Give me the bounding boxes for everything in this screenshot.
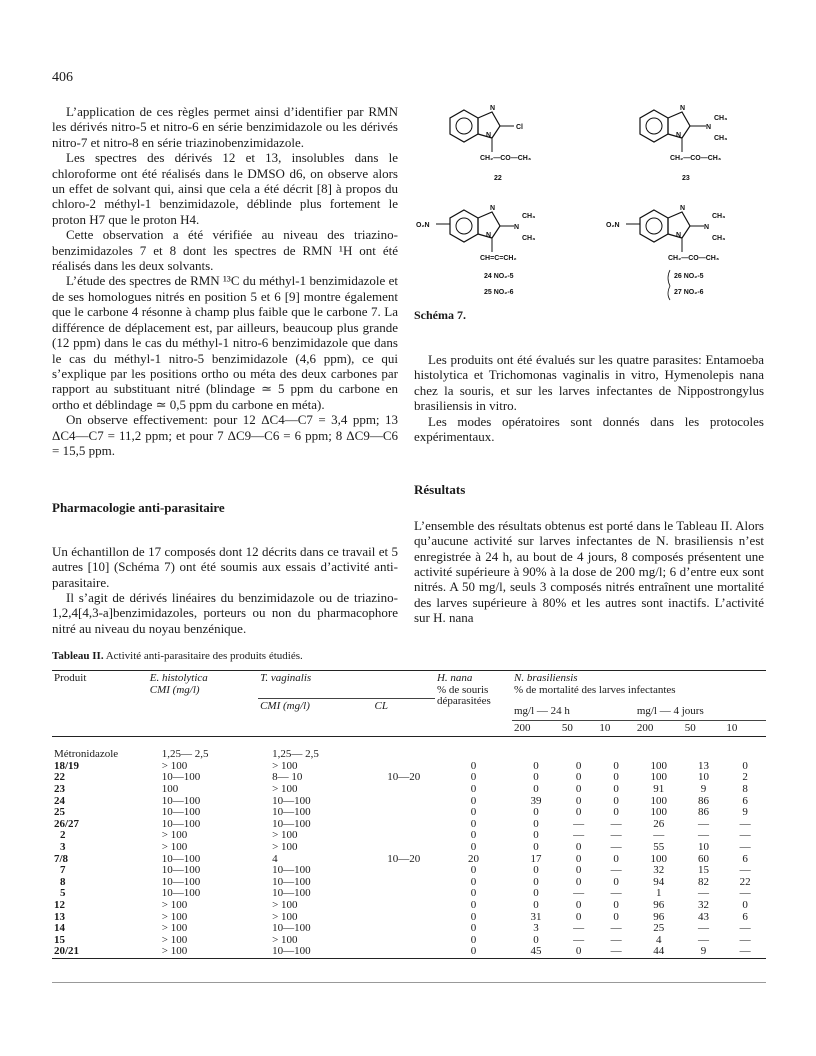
n-atom-label: N xyxy=(676,232,682,239)
table-cell: > 100 xyxy=(161,841,188,854)
table-cell: 0 xyxy=(613,910,619,923)
table-cell-product: 26/27 xyxy=(54,817,80,830)
table-cell: — xyxy=(739,841,751,854)
table-cell: — xyxy=(610,864,622,877)
table-cell: > 100 xyxy=(161,922,188,935)
table-cell: 10—100 xyxy=(161,887,201,900)
table-cell-product: 23 xyxy=(54,783,65,796)
compound-23-label: 23 xyxy=(682,175,690,182)
table-cell: 0 xyxy=(470,806,477,819)
table-cell: 94 xyxy=(653,875,665,888)
table-cell: 10—100 xyxy=(272,945,311,958)
table-cell: 10 xyxy=(698,841,709,854)
table-cell: 0 xyxy=(613,899,619,911)
table-cell: 0 xyxy=(533,817,539,830)
table-caption-label: Tableau II. xyxy=(52,650,104,662)
table-cell xyxy=(724,737,766,761)
compound-25-label: 25 NO₂-6 xyxy=(484,289,514,296)
header-dose: 50 xyxy=(561,721,573,734)
table-ii xyxy=(52,650,766,959)
table-cell: 4 xyxy=(656,933,662,946)
table-cell: 25 xyxy=(653,922,665,935)
table-cell: 0 xyxy=(742,759,748,772)
table-cell: 96 xyxy=(653,910,665,923)
table-cell xyxy=(512,737,560,761)
table-cell: 0 xyxy=(470,887,477,900)
results-table xyxy=(52,670,766,959)
header-tv-cl: CL xyxy=(374,699,389,712)
table-cell: 10—100 xyxy=(272,806,311,819)
paragraph: Les modes opératoires sont donnés dans les protocoles expérimentaux. xyxy=(414,413,764,445)
table-cell: 10—100 xyxy=(161,864,201,877)
table-cell: 86 xyxy=(698,806,709,819)
ch3-label: CH₃ xyxy=(712,235,726,242)
page-number: 406 xyxy=(52,70,73,85)
section-title-pharmacologie: Pharmacologie anti-parasitaire xyxy=(52,500,225,516)
table-cell: 0 xyxy=(575,759,582,772)
table-cell: — xyxy=(573,817,585,830)
substituent-22: CH₂—CO—CH₃ xyxy=(480,155,532,162)
table-cell: 100 xyxy=(161,783,179,796)
table-cell: > 100 xyxy=(272,933,298,946)
n-atom-label: N xyxy=(676,132,682,139)
left-column xyxy=(52,104,398,636)
table-cell xyxy=(373,946,435,958)
table-cell: 0 xyxy=(575,783,582,796)
table-cell: 15 xyxy=(698,864,709,877)
right-column xyxy=(414,352,764,626)
table-cell: > 100 xyxy=(272,841,298,854)
n-atom-label: N xyxy=(514,224,520,231)
no2-label: O₂N xyxy=(606,222,620,229)
substituent-26: CH₂—CO—CH₃ xyxy=(668,255,720,262)
header-n-brasiliensis: N. brasiliensis % de mortalité des larves infectantes xyxy=(514,672,676,696)
table-cell: — xyxy=(610,829,622,842)
structure-23 xyxy=(640,105,727,182)
table-cell: 0 xyxy=(533,829,539,842)
table-cell: 0 xyxy=(470,899,477,911)
table-cell: > 100 xyxy=(161,945,188,958)
table-cell: 0 xyxy=(613,794,619,807)
table-cell: > 100 xyxy=(272,759,298,772)
table-cell: 91 xyxy=(653,783,665,796)
table-caption-text: Activité anti-parasitaire des produits étudiés. xyxy=(105,650,303,662)
table-cell-product: 3 xyxy=(60,841,66,854)
table-cell: 100 xyxy=(650,794,667,807)
compound-24-label: 24 NO₂-5 xyxy=(484,273,514,280)
no2-label: O₂N xyxy=(416,222,430,229)
table-cell: > 100 xyxy=(161,829,188,842)
table-cell: — xyxy=(698,817,709,830)
table-cell xyxy=(373,888,435,900)
header-eh-sub: CMI (mg/l) xyxy=(149,683,200,696)
table-cell: — xyxy=(739,817,751,830)
table-cell: — xyxy=(653,829,665,842)
table-cell: 0 xyxy=(613,771,619,784)
substituent-23: CH₂—CO—CH₃ xyxy=(670,155,722,162)
table-cell: — xyxy=(739,887,751,900)
table-cell-product: 13 xyxy=(54,910,65,923)
table-cell: 10—100 xyxy=(272,887,311,900)
table-cell: 8 xyxy=(742,783,748,796)
table-cell: 0 xyxy=(575,806,582,819)
table-cell: — xyxy=(698,933,709,946)
table-cell: 20 xyxy=(467,852,479,865)
structure-24-25 xyxy=(416,205,535,296)
table-cell: 0 xyxy=(533,783,539,796)
table-cell: > 100 xyxy=(272,899,298,911)
table-cell: — xyxy=(739,864,751,877)
table-cell-product: 5 xyxy=(60,887,66,900)
table-cell: — xyxy=(573,887,585,900)
bottom-rule xyxy=(52,982,766,983)
table-cell: 0 xyxy=(533,875,539,888)
table-cell: 0 xyxy=(533,864,539,877)
table-cell: 39 xyxy=(530,794,542,807)
table-cell: 0 xyxy=(470,933,477,946)
cl-label: Cl xyxy=(516,124,523,131)
table-cell: 0 xyxy=(575,852,582,865)
table-cell: — xyxy=(573,829,585,842)
table-cell xyxy=(373,923,435,935)
table-cell xyxy=(560,737,597,761)
table-cell: 31 xyxy=(530,910,542,923)
structure-22 xyxy=(450,105,531,182)
table-cell: — xyxy=(698,922,709,935)
header-produit: Produit xyxy=(54,672,87,684)
table-cell: 0 xyxy=(613,806,619,819)
table-row xyxy=(52,737,766,761)
table-cell: 10—100 xyxy=(161,875,201,888)
table-cell: 0 xyxy=(470,817,477,830)
table-cell xyxy=(373,842,435,854)
table-cell xyxy=(373,865,435,877)
table-cell xyxy=(597,737,634,761)
table-cell: 13 xyxy=(698,759,709,772)
table-cell xyxy=(373,819,435,831)
table-cell: — xyxy=(739,922,751,935)
table-cell: — xyxy=(610,817,622,830)
table-cell: 1 xyxy=(656,887,662,900)
ch3-label: CH₃ xyxy=(522,213,536,220)
n-atom-label: N xyxy=(486,132,492,139)
table-cell: 0 xyxy=(470,841,477,854)
table-cell: — xyxy=(610,887,622,900)
table-cell: — xyxy=(610,945,622,958)
table-cell: 0 xyxy=(470,829,477,842)
header-dose: 10 xyxy=(726,721,738,734)
n-atom-label: N xyxy=(706,124,712,131)
table-cell: 26 xyxy=(653,817,665,830)
table-cell: 3 xyxy=(533,922,539,935)
n-atom-label: N xyxy=(680,105,686,112)
table-cell-product: 7 xyxy=(60,864,66,877)
table-cell: 0 xyxy=(470,875,477,888)
table-cell: 0 xyxy=(470,910,477,923)
table-cell: 32 xyxy=(698,899,709,911)
table-cell: 10—20 xyxy=(387,771,421,784)
table-cell: 10—20 xyxy=(387,852,421,865)
table-cell xyxy=(435,737,512,761)
paragraph: Il s’agit de dérivés linéaires du benzimidazole ou de triazino-1,2,4[4,3-a]benzimidazoles, porteurs ou non du pharmacophore nitré au niveau du noyau benzénique. xyxy=(52,589,398,636)
table-cell: 44 xyxy=(653,945,665,958)
table-cell xyxy=(373,830,435,842)
scheme-7-figure xyxy=(414,100,764,322)
table-cell: — xyxy=(698,887,709,900)
table-cell xyxy=(683,737,725,761)
table-cell: 4 xyxy=(272,852,278,865)
header-dose: 200 xyxy=(636,721,654,734)
table-cell: 0 xyxy=(613,783,619,796)
table-cell: 0 xyxy=(533,806,539,819)
table-cell: 45 xyxy=(530,945,542,958)
paragraph: L’application de ces règles permet ainsi d’identifier par RMN les dérivés nitro-5 et nitro-6 en série benzimidazole ou les dérivés nitro-7 et nitro-8 en série triazinobenzimidazole. xyxy=(52,104,398,150)
table-cell: 0 xyxy=(742,899,748,911)
table-row xyxy=(52,784,766,796)
table-cell: 0 xyxy=(470,945,477,958)
table-cell: 1,25— 2,5 xyxy=(161,748,209,761)
table-cell-product: 15 xyxy=(54,933,65,946)
table-cell-product: 7/8 xyxy=(54,852,69,865)
table-body xyxy=(52,737,766,959)
header-tv-cmi: CMI (mg/l) xyxy=(260,699,310,712)
table-cell: 100 xyxy=(650,852,667,865)
table-cell: 100 xyxy=(650,759,667,772)
table-cell: 0 xyxy=(533,771,539,784)
table-cell: 0 xyxy=(533,933,539,946)
header-e-histolytica xyxy=(148,671,258,737)
table-cell xyxy=(373,877,435,889)
table-cell: 10 xyxy=(698,771,709,784)
table-cell: 10—100 xyxy=(161,852,201,865)
table-cell: 10—100 xyxy=(161,771,201,784)
header-eh-name: E. histolytica xyxy=(149,672,208,684)
table-cell: > 100 xyxy=(272,783,298,796)
paragraph: L’ensemble des résultats obtenus est porté dans le Tableau II. Alors qu’aucune activité sur larves infectantes de N. brasiliensis n’est enregistrée à 24 h, au bout de 4 jours, 8 composés présentent une activité supérieure à 90% à la dose de 200 mg/l; 6 d’entre eux sont nitrés. A 50 mg/l, seuls 3 composés nitrés entraînent une mortalité des larves supérieure à 80% et les autres sont inactifs. L’activité sur H. nana xyxy=(414,517,764,626)
table-cell: 17 xyxy=(530,852,542,865)
n-atom-label: N xyxy=(680,205,686,212)
table-cell xyxy=(373,737,435,761)
table-cell: 0 xyxy=(575,841,582,854)
paragraph: Les spectres des dérivés 12 et 13, insolubles dans le chloroforme ont été réalisés dans le DMSO d6, on observe alors un effet de solvant qui, ainsi que cela a été décrit [8] à propos du chloro-2 méthyl-1 benzimidazole, déblinde plus fortement le proton H7 que le proton H4. xyxy=(52,150,398,227)
table-caption xyxy=(52,650,766,662)
table-cell: 9 xyxy=(742,806,748,819)
header-dose: 200 xyxy=(514,721,531,734)
table-cell: 0 xyxy=(575,771,582,784)
table-cell: 0 xyxy=(575,910,582,923)
table-cell xyxy=(635,737,683,761)
paragraph: L’étude des spectres de RMN ¹³C du méthyl-1 benzimidazole et de ses homologues nitrés en position 5 et 6 [9] montre également que le carbone 4 résonne à champ plus faible que le carbone 7. La différence de déplacement est, par ailleurs, beaucoup plus grande (12 ppm) dans le cas du méthyl-1 nitro-6 benzimidazole que dans le cas du méthyl-1 nitro-5 benzimidazole (4,6 ppm), ce qui s’explique par les positions ortho ou méta des deux carbones par rapport au substituant nitré (blindage ≃ 5 ppm du carbone en ortho et déblindage ≃ 0,5 ppm du carbone en méta). xyxy=(52,273,398,412)
table-cell: 32 xyxy=(653,864,665,877)
table-cell: 0 xyxy=(470,864,477,877)
table-cell: 0 xyxy=(613,875,619,888)
ch3-label: CH₃ xyxy=(714,135,728,142)
table-cell: > 100 xyxy=(161,759,188,772)
ch3-label: CH₃ xyxy=(714,115,728,122)
table-cell: 60 xyxy=(698,852,709,865)
table-cell: 9 xyxy=(700,945,707,958)
table-cell: 10—100 xyxy=(161,794,201,807)
structure-26-27 xyxy=(606,205,725,300)
table-cell-product: 22 xyxy=(54,771,65,784)
table-cell: — xyxy=(610,933,622,946)
table-cell xyxy=(373,807,435,819)
table-row xyxy=(52,946,766,958)
table-cell: 10—100 xyxy=(272,875,311,888)
table-cell: 0 xyxy=(533,759,539,772)
table-cell: 0 xyxy=(575,945,582,958)
table-cell: 0 xyxy=(533,899,539,911)
table-cell: 9 xyxy=(700,783,707,796)
table-cell: 6 xyxy=(742,852,748,865)
table-cell: > 100 xyxy=(272,910,298,923)
table-cell: > 100 xyxy=(161,933,188,946)
table-cell: — xyxy=(610,922,622,935)
n-atom-label: N xyxy=(704,224,710,231)
compound-22-label: 22 xyxy=(494,175,502,182)
table-cell: 10—100 xyxy=(272,864,311,877)
table-cell: 0 xyxy=(470,783,477,796)
table-cell: 10—100 xyxy=(161,806,201,819)
table-cell: — xyxy=(610,841,622,854)
table-cell xyxy=(373,912,435,924)
paragraph: Cette observation a été vérifiée au niveau des triazino-benzimidazoles 7 et 8 dont les spectres de RMN ¹H ont été réalisés dans les deux solvants. xyxy=(52,227,398,274)
table-cell: 22 xyxy=(739,875,751,888)
table-cell: 0 xyxy=(470,794,477,807)
ch3-label: CH₃ xyxy=(522,235,536,242)
table-cell: — xyxy=(698,829,709,842)
compound-26-label: 26 NO₂-5 xyxy=(674,273,704,280)
header-dose: 10 xyxy=(599,721,611,734)
section-title-resultats: Résultats xyxy=(414,482,466,498)
table-cell: 0 xyxy=(575,899,582,911)
table-cell: 0 xyxy=(470,922,477,935)
table-cell: 10—100 xyxy=(272,794,311,807)
table-cell: > 100 xyxy=(161,899,188,911)
table-cell: 8— 10 xyxy=(272,771,303,784)
table-cell-product: 25 xyxy=(54,806,65,819)
table-cell: 10—100 xyxy=(272,922,311,935)
table-cell xyxy=(373,900,435,912)
table-cell: 0 xyxy=(613,852,619,865)
table-cell: 10—100 xyxy=(161,817,201,830)
table-cell: 96 xyxy=(653,899,665,911)
table-cell: 6 xyxy=(742,910,748,923)
table-cell: > 100 xyxy=(272,829,298,842)
n-atom-label: N xyxy=(490,205,496,212)
n-atom-label: N xyxy=(486,232,492,239)
table-cell: 0 xyxy=(575,864,582,877)
table-cell: > 100 xyxy=(161,910,188,923)
table-cell-product: 8 xyxy=(60,875,66,888)
table-cell: 0 xyxy=(575,875,582,888)
table-cell-product: 12 xyxy=(54,899,65,911)
n-atom-label: N xyxy=(490,105,496,112)
table-cell: — xyxy=(739,945,751,958)
compound-27-label: 27 NO₂-6 xyxy=(674,289,704,296)
table-cell: 6 xyxy=(742,794,748,807)
table-cell: 86 xyxy=(698,794,709,807)
table-cell-product: 14 xyxy=(54,922,65,935)
table-cell-product: 20/21 xyxy=(54,945,80,958)
table-cell: 100 xyxy=(650,806,667,819)
table-cell xyxy=(373,784,435,796)
substituent-24: CH=C=CH₂ xyxy=(480,255,517,262)
table-cell: 0 xyxy=(470,771,477,784)
paragraph: Un échantillon de 17 composés dont 12 décrits dans ce travail et 5 autres [10] (Schéma 7) ont été soumis aux essais d’activité anti-parasitaire. xyxy=(52,543,398,590)
table-row xyxy=(52,842,766,854)
header-4-jours: mg/l — 4 jours xyxy=(635,698,766,720)
table-row xyxy=(52,900,766,912)
paragraph: On observe effectivement: pour 12 ΔC4—C7 = 3,4 ppm; 13 ΔC4—C7 = 11,2 ppm; et pour 7 ΔC9—C6 = 6 ppm; 8 ΔC9—C6 = 15,5 ppm. xyxy=(52,412,398,458)
table-cell xyxy=(373,796,435,808)
table-cell: 0 xyxy=(470,759,477,772)
table-cell: 55 xyxy=(653,841,665,854)
header-h-nana: H. nana % de souris déparasitées xyxy=(436,672,491,708)
table-cell: 0 xyxy=(533,841,539,854)
scheme-caption: Schéma 7. xyxy=(414,308,466,322)
table-cell: 82 xyxy=(698,875,709,888)
ch3-label: CH₃ xyxy=(712,213,726,220)
table-cell: — xyxy=(739,829,751,842)
header-t-vaginalis: T. vaginalis xyxy=(258,671,435,699)
table-cell-product: 24 xyxy=(54,794,65,807)
table-cell-product: Métronidazole xyxy=(54,748,119,761)
table-cell xyxy=(373,935,435,947)
table-cell: 100 xyxy=(650,771,667,784)
table-cell: 1,25— 2,5 xyxy=(272,748,319,761)
table-cell: 0 xyxy=(613,759,619,772)
table-cell: 0 xyxy=(533,887,539,900)
table-cell: — xyxy=(573,922,585,935)
paragraph: Les produits ont été évalués sur les quatre parasites: Entamoeba histolytica et Trichomonas vaginalis in vitro, Hymenolepis nana chez la souris, et sur les larves infectantes de Nippostrongylus brasiliensis in vitro. xyxy=(414,352,764,414)
table-cell: 2 xyxy=(742,771,748,784)
table-cell: 10—100 xyxy=(272,817,311,830)
table-cell: 43 xyxy=(698,910,709,923)
header-dose: 50 xyxy=(684,721,696,734)
table-cell: 0 xyxy=(575,794,582,807)
table-cell-product: 2 xyxy=(60,829,66,842)
table-cell: — xyxy=(573,933,585,946)
table-cell: — xyxy=(739,933,751,946)
table-cell-product: 18/19 xyxy=(54,759,80,772)
header-24h: mg/l — 24 h xyxy=(512,698,635,720)
